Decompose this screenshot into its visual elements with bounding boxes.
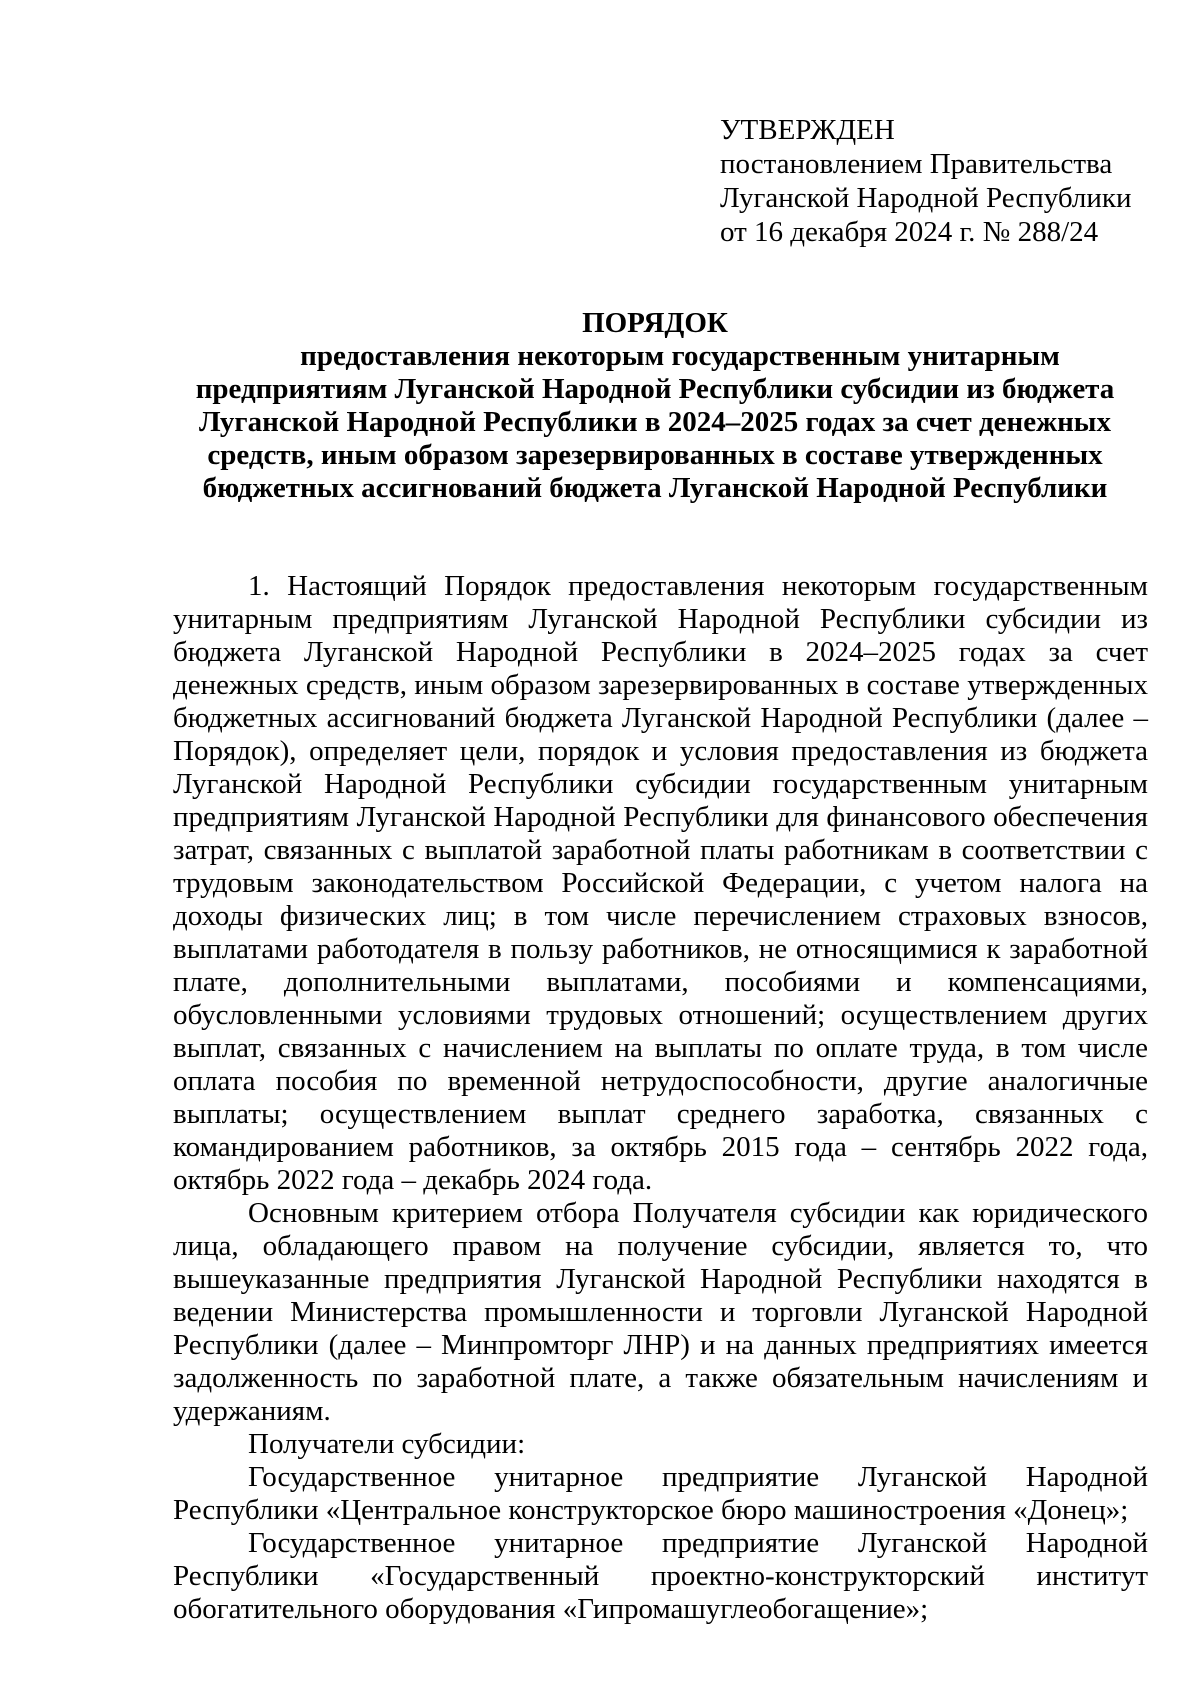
title-line: предприятиям Луганской Народной Республики субсидии из бюджета: [195, 373, 1115, 405]
approval-line: Луганской Народной Республики: [720, 182, 1132, 214]
approval-stamp: [720, 113, 1180, 249]
body-paragraph: 1. Настоящий Порядок предоставления некоторым государственным унитарным предприятиям Луганской Народной Республики субсидии из бюджета Луганской Народной Республики в 2024–2025 годах за счет денежных средств, иным образом зарезервированных в составе утвержденных бюджетных ассигнований бюджета Луганской Народной Республики (далее – Порядок), определяет цели, порядок и условия предоставления из бюджета Луганской Народной Республики субсидии государственным унитарным предприятиям Луганской Народной Республики для финансового обеспечения затрат, связанных с выплатой заработной платы работникам в соответствии с трудовым законодательством Российской Федерации, с учетом налога на доходы физических лиц; в том числе перечислением страховых взносов, выплатами работодателя в пользу работников, не относящимися к заработной плате, дополнительными выплатами, пособиями и компенсациями, обусловленными условиями трудовых отношений; осуществлением других выплат, связанных с начислением на выплаты по оплате труда, в том числе оплата пособия по временной нетрудоспособности, другие аналогичные выплаты; осуществлением выплат среднего заработка, связанных с командированием работников, за октябрь 2015 года – сентябрь 2022 года, октябрь 2022 года – декабрь 2024 года.: [173, 570, 1148, 1196]
body-paragraph: Получатели субсидии:: [248, 1428, 526, 1460]
document-title: [190, 307, 1120, 505]
title-line: бюджетных ассигнований бюджета Луганской Народной Республики: [202, 472, 1108, 504]
approval-status: УТВЕРЖДЕН: [720, 114, 895, 146]
approval-date-number: от 16 декабря 2024 г. № 288/24: [720, 216, 1099, 248]
body-paragraph: Государственное унитарное предприятие Луганской Народной Республики «Государственный проектно-конструкторский институт обогатительного оборудования «Гипромашуглеобогащение»;: [173, 1527, 1148, 1625]
title-line: предоставления некоторым государственным унитарным: [300, 340, 1060, 372]
approval-line: постановлением Правительства: [720, 148, 1113, 180]
document-body: [173, 570, 1148, 1626]
body-paragraph: Основным критерием отбора Получателя субсидии как юридического лица, обладающего правом на получение субсидии, является то, что вышеуказанные предприятия Луганской Народной Республики находятся в ведении Министерства промышленности и торговли Луганской Народной Республики (далее – Минпромторг ЛНР) и на данных предприятиях имеется задолженность по заработной плате, а также обязательным начислениям и удержаниям.: [173, 1197, 1148, 1427]
body-paragraph: Государственное унитарное предприятие Луганской Народной Республики «Центральное конструкторское бюро машиностроения «Донец»;: [173, 1461, 1148, 1526]
title-heading: ПОРЯДОК: [582, 307, 728, 339]
title-line: средств, иным образом зарезервированных в составе утвержденных: [207, 439, 1103, 471]
title-line: Луганской Народной Республики в 2024–2025 годах за счет денежных: [199, 406, 1111, 438]
